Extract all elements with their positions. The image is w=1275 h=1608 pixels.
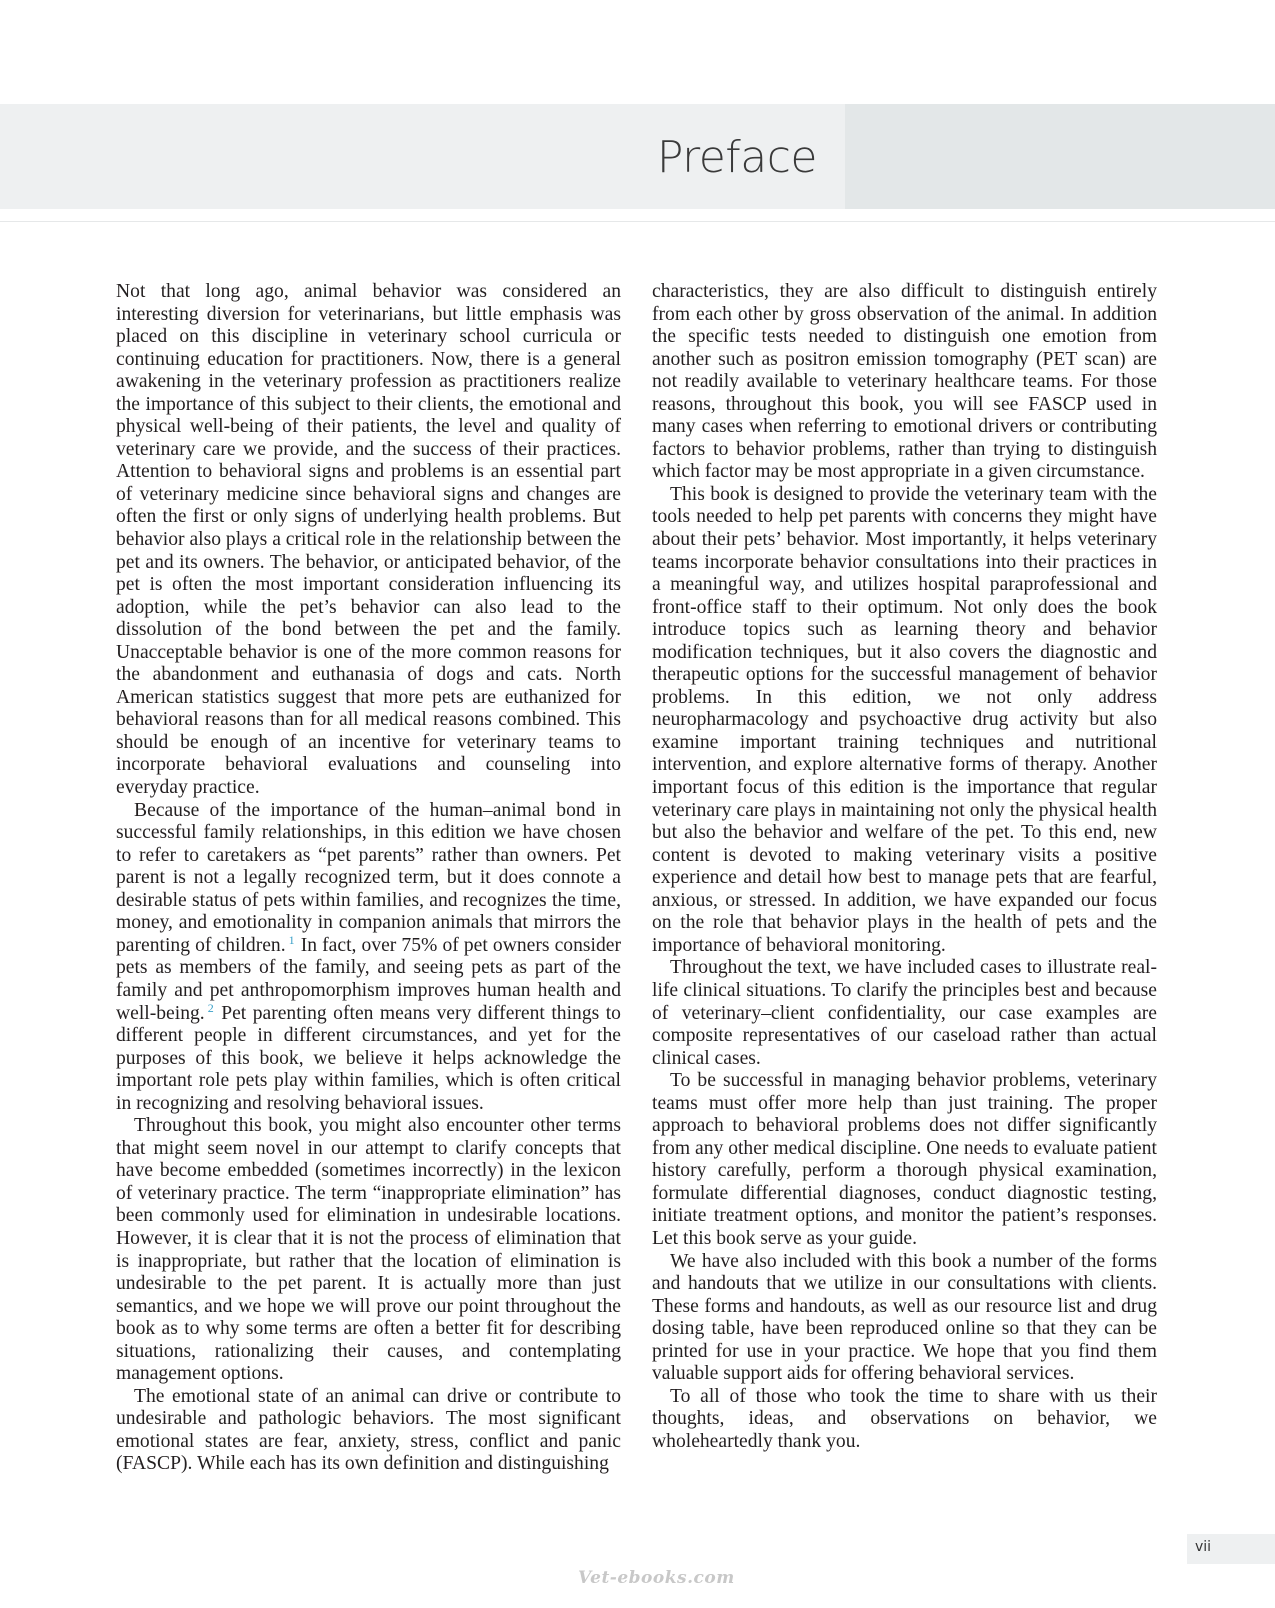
left-column	[116, 281, 621, 1476]
header-band-accent	[845, 104, 1275, 209]
paragraph: We have also included with this book a number of the forms and handouts that we utilize in our consultations with clients. These forms and handouts, as well as our resource list and drug dosing table, have been reproduced online so that they can be printed for use in your practice. We hope that you find them valuable support aids for offering behavioral services.	[652, 1250, 1157, 1385]
page-number: vii	[1195, 1539, 1212, 1555]
paragraph-text: Because of the importance of the human–animal bond in successful family relationships, in this edition we have chosen to refer to caretakers as “pet parents” rather than owners. Pet parent is not a legally recognized term, but it does connote a desirable status of pets within families, and recognizes the time, money, and emotionality in companion animals that mirrors the parenting of children.	[116, 799, 621, 956]
page-title: Preface	[656, 132, 817, 183]
paragraph: Throughout the text, we have included cases to illustrate real-life clinical situations. To clarify the principles best and because of veterinary–client confidentiality, our case examples are composite representatives of our caseload rather than actual clinical cases.	[652, 957, 1157, 1069]
paragraph-text: In fact, over 75% of pet owners consider pets as members of the family, and seeing pets as part of the family and pet anthropomorphism improves human health and well-being.	[116, 934, 621, 1024]
footnote-reference[interactable]: 2	[207, 1000, 214, 1015]
paragraph	[116, 800, 621, 1116]
watermark-logo: Vet-ebooks.com	[578, 1568, 735, 1588]
paragraph: To all of those who took the time to share with us their thoughts, ideas, and observations on behavior, we wholeheartedly thank you.	[652, 1385, 1157, 1452]
paragraph: The emotional state of an animal can drive or contribute to undesirable and pathologic behaviors. The most significant emotional states are fear, anxiety, stress, conflict and panic (FASCP). While each has its own definition and distinguishing	[116, 1385, 621, 1475]
paragraph-text: Pet parenting often means very different things to different people in different circumstances, and yet for the purposes of this book, we believe it helps acknowledge the important role pets play within families, which is often critical in recognizing and resolving behavioral issues.	[116, 1002, 621, 1114]
page-number-tab	[1187, 1534, 1275, 1564]
footnote-reference[interactable]: 1	[288, 932, 295, 947]
paragraph: characteristics, they are also difficult to distinguish entirely from each other by gross observation of the animal. In addition the specific tests needed to distinguish one emotion from another such as positron emission tomography (PET scan) are not readily available to veterinary healthcare teams. For those reasons, throughout this book, you will see FASCP used in many cases when referring to emotional drivers or contributing factors to behavior problems, rather than trying to distinguish which factor may be most appropriate in a given circumstance.	[652, 281, 1157, 483]
paragraph: Throughout this book, you might also encounter other terms that might seem novel in our attempt to clarify concepts that have become embedded (sometimes incorrectly) in the lexicon of veterinary practice. The term “inappropriate elimination” has been commonly used for elimination in undesirable locations. However, it is clear that it is not the process of elimination that is inappropriate, but rather that the location of elimination is undesirable to the pet parent. It is actually more than just semantics, and we hope we will prove our point throughout the book as to why some terms are often a better fit for describing situations, rationalizing their causes, and contemplating management options.	[116, 1115, 621, 1385]
right-column	[652, 281, 1157, 1453]
paragraph: Not that long ago, animal behavior was considered an interesting diversion for veterinarians, but little emphasis was placed on this discipline in veterinary school curricula or continuing education for practitioners. Now, there is a general awakening in the veterinary profession as practitioners realize the importance of this subject to their clients, the emotional and physical well-being of their patients, the level and quality of veterinary care we provide, and the success of their practices. Attention to behavioral signs and problems is an essential part of veterinary medicine since behavioral signs and changes are often the first or only signs of underlying health problems. But behavior also plays a critical role in the relationship between the pet and its owners. The behavior, or anticipated behavior, of the pet is often the most important consideration influencing its adoption, while the pet’s behavior can also lead to the dissolution of the bond between the pet and the family. Unacceptable behavior is one of the more common reasons for the abandonment and euthanasia of dogs and cats. North American statistics suggest that more pets are euthanized for behavioral reasons than for all medical reasons combined. This should be enough of an incentive for veterinary teams to incorporate behavioral evaluations and counseling into everyday practice.	[116, 281, 621, 799]
header-divider	[0, 221, 1275, 222]
paragraph: This book is designed to provide the veterinary team with the tools needed to help pet parents with concerns they might have about their pets’ behavior. Most importantly, it helps veterinary teams incorporate behavior consultations into their practices in a meaningful way, and utilizes hospital paraprofessional and front-office staff to their optimum. Not only does the book introduce topics such as learning theory and behavior modification techniques, but it also covers the diagnostic and therapeutic options for the successful management of behavior problems. In this edition, we not only address neuropharmacology and psychoactive drug activity but also examine important training techniques and nutritional intervention, and explore alternative forms of therapy. Another important focus of this edition is the importance that regular veterinary care plays in maintaining not only the physical health but also the behavior and welfare of the pet. To this end, new content is devoted to making veterinary visits a positive experience and detail how best to manage pets that are fearful, anxious, or stressed. In addition, we have expanded our focus on the role that behavior plays in the health of pets and the importance of behavioral monitoring.	[652, 483, 1157, 956]
paragraph: To be successful in managing behavior problems, veterinary teams must offer more help than just training. The proper approach to behavioral problems does not differ significantly from any other medical discipline. One needs to evaluate patient history carefully, perform a thorough physical examination, formulate differential diagnoses, conduct diagnostic testing, initiate treatment options, and monitor the patient’s responses. Let this book serve as your guide.	[652, 1070, 1157, 1249]
